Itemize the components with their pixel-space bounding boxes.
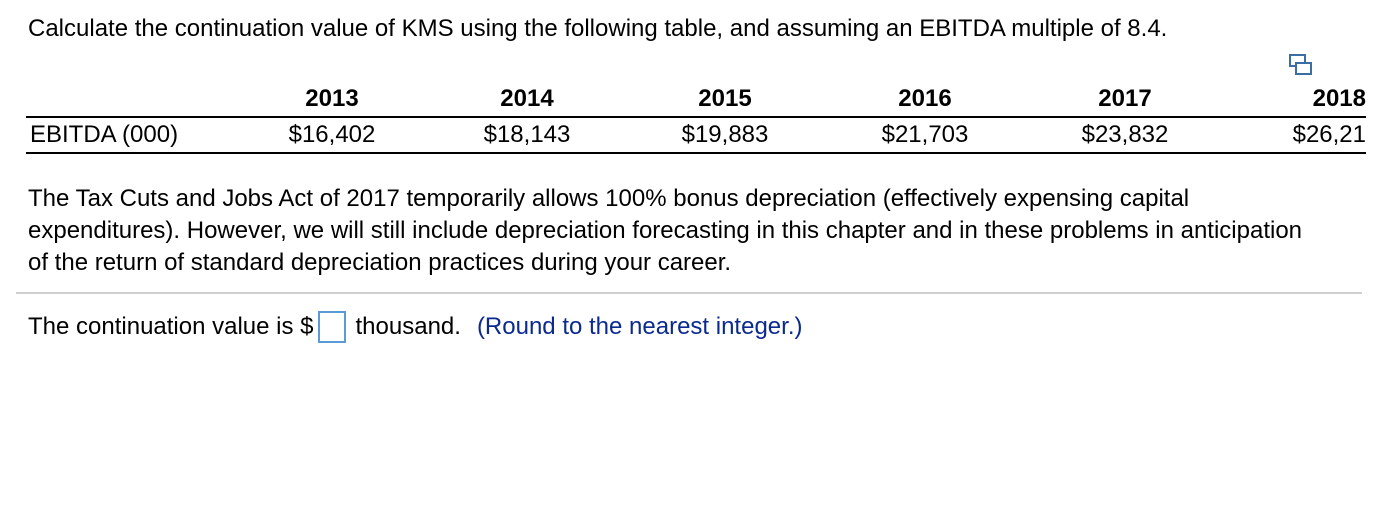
continuation-value-input[interactable] bbox=[318, 311, 346, 343]
header-year-2015: 2015 bbox=[698, 85, 752, 112]
header-year-2013: 2013 bbox=[305, 85, 359, 112]
row-label: EBITDA (000) bbox=[26, 117, 226, 153]
copy-icon[interactable] bbox=[1289, 54, 1313, 76]
value-2013: $16,402 bbox=[226, 117, 438, 153]
header-year-2018: 2018 bbox=[1312, 85, 1366, 112]
answer-prefix: The continuation value is $ bbox=[28, 313, 314, 340]
header-year-2016: 2016 bbox=[898, 85, 952, 112]
value-2018: $26,21 bbox=[1234, 117, 1366, 153]
table-header-row bbox=[26, 82, 1366, 117]
header-year-2014: 2014 bbox=[500, 85, 554, 112]
header-cell-blank bbox=[26, 82, 226, 117]
answer-line bbox=[28, 310, 802, 344]
ebitda-table bbox=[26, 82, 1366, 154]
rounding-hint: (Round to the nearest integer.) bbox=[476, 313, 803, 340]
ebitda-table-container bbox=[26, 82, 1366, 156]
answer-suffix: thousand. bbox=[355, 313, 461, 340]
value-2015: $19,883 bbox=[616, 117, 834, 153]
tax-note: The Tax Cuts and Jobs Act of 2017 temporarily allows 100% bonus depreciation (effectively expensing capital expenditures). However, we will still include depreciation forecasting in this chapter and in these problems in anticipation of the return of standard depreciation practices during your career. bbox=[28, 185, 1303, 276]
divider bbox=[16, 292, 1362, 294]
question-text: Calculate the continuation value of KMS using the following table, and assuming an EBITDA multiple of 8.4. bbox=[28, 15, 1168, 42]
header-year-2017: 2017 bbox=[1098, 85, 1152, 112]
value-2016: $21,703 bbox=[834, 117, 1016, 153]
value-2017: $23,832 bbox=[1016, 117, 1234, 153]
table-row bbox=[26, 117, 1366, 153]
value-2014: $18,143 bbox=[438, 117, 616, 153]
